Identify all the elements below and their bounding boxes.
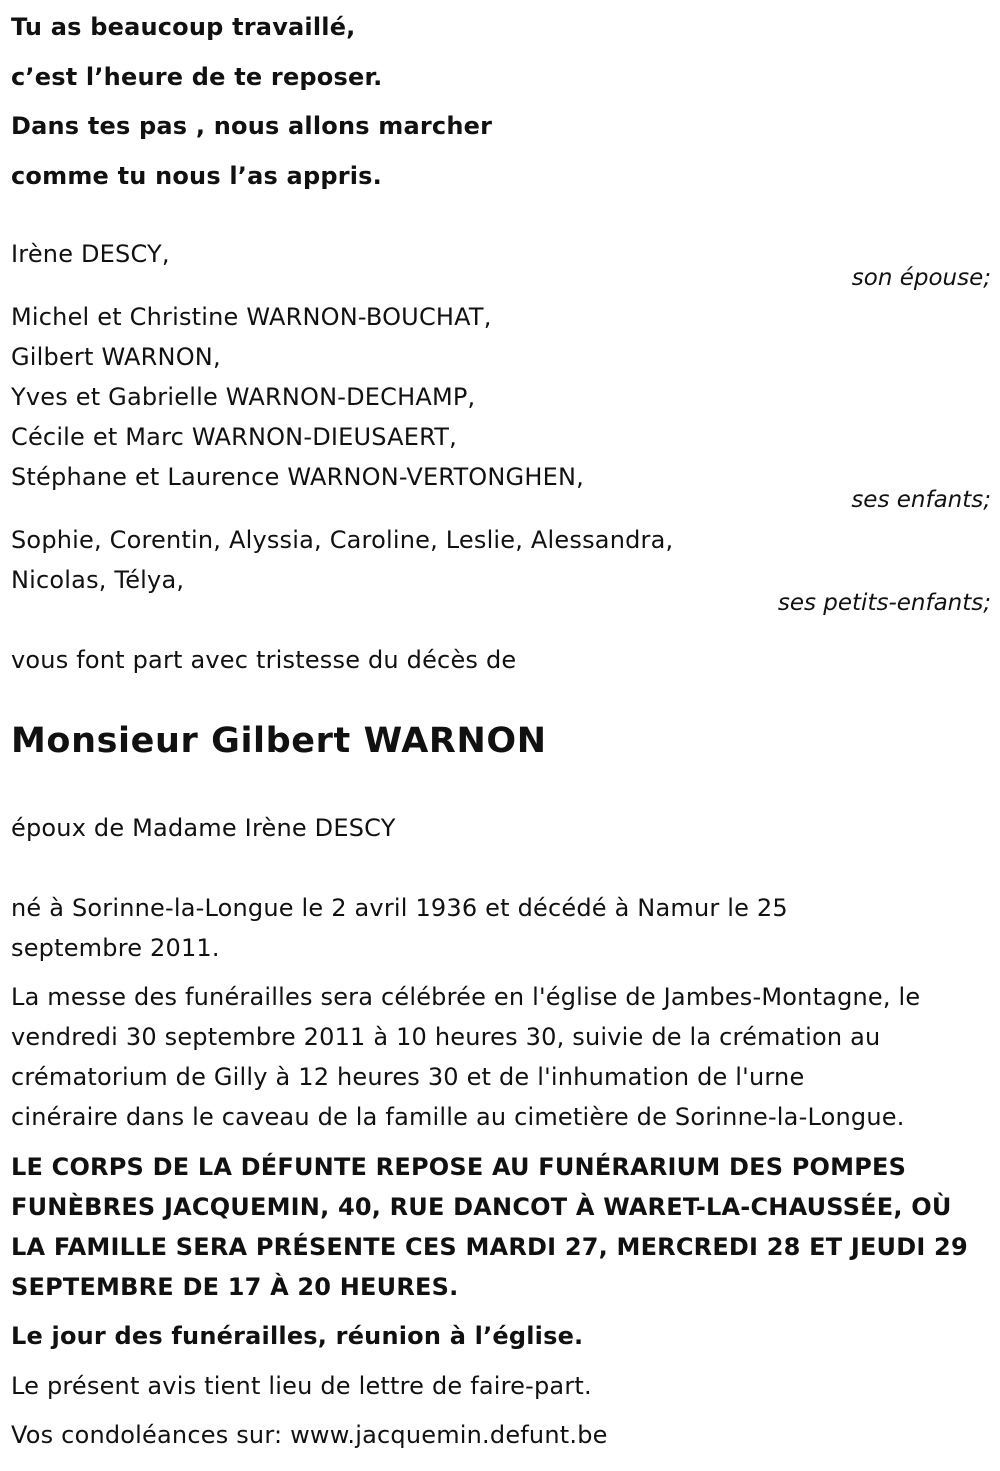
funerarium-line: FUNÈBRES JACQUEMIN, 40, RUE DANCOT À WARET-LA-CHAUSSÉE, OÙ bbox=[11, 1193, 952, 1221]
funeral-mass-line: vendredi 30 septembre 2011 à 10 heures 30, suivie de la crémation au bbox=[11, 1023, 881, 1051]
family-name: Stéphane et Laurence WARNON-VERTONGHEN, bbox=[11, 463, 584, 491]
poem bbox=[11, 8, 492, 206]
funeral-mass-line: crématorium de Gilly à 12 heures 30 et de l'inhumation de l'urne bbox=[11, 1063, 805, 1091]
family-name: Michel et Christine WARNON-BOUCHAT, bbox=[11, 303, 492, 331]
funerarium-notice bbox=[11, 1147, 991, 1307]
funerarium-line: SEPTEMBRE DE 17 À 20 HEURES. bbox=[11, 1273, 459, 1301]
family-name: Sophie, Corentin, Alyssia, Caroline, Leslie, Alessandra, bbox=[11, 526, 674, 554]
birth-death-line: septembre 2011. bbox=[11, 934, 220, 962]
poem-line: c’est l’heure de te reposer. bbox=[11, 62, 383, 91]
poem-line: comme tu nous l’as appris. bbox=[11, 161, 382, 190]
funeral-mass-line: cinéraire dans le caveau de la famille au cimetière de Sorinne-la-Longue. bbox=[11, 1103, 905, 1131]
family-name: Nicolas, Télya, bbox=[11, 566, 185, 594]
funeral-mass-line: La messe des funérailles sera célébrée en l'église de Jambes-Montagne, le bbox=[11, 983, 921, 1011]
family-name: Gilbert WARNON, bbox=[11, 343, 221, 371]
spouse-names bbox=[11, 234, 991, 274]
notice-note bbox=[11, 1366, 991, 1406]
meeting-note-text: Le jour des funérailles, réunion à l’église. bbox=[11, 1322, 584, 1350]
condolences bbox=[11, 1415, 991, 1455]
deceased-name: Monsieur Gilbert WARNON bbox=[11, 721, 547, 761]
meeting-note bbox=[11, 1316, 991, 1356]
spouse-role: son épouse; bbox=[851, 265, 991, 291]
funerarium-line: LA FAMILLE SERA PRÉSENTE CES MARDI 27, MERCREDI 28 ET JEUDI 29 bbox=[11, 1233, 968, 1261]
funeral-mass bbox=[11, 977, 991, 1137]
children-names bbox=[11, 297, 991, 497]
spouse-line bbox=[11, 808, 991, 848]
notice-note-text: Le présent avis tient lieu de lettre de faire-part. bbox=[11, 1372, 592, 1400]
children-role: ses enfants; bbox=[851, 487, 991, 513]
family-name: Irène DESCY, bbox=[11, 240, 170, 268]
birth-death-line: né à Sorinne-la-Longue le 2 avril 1936 et décédé à Namur le 25 bbox=[11, 894, 788, 922]
family-name: Yves et Gabrielle WARNON-DECHAMP, bbox=[11, 383, 476, 411]
announcement bbox=[11, 640, 991, 680]
funerarium-line: LE CORPS DE LA DÉFUNTE REPOSE AU FUNÉRARIUM DES POMPES bbox=[11, 1153, 907, 1181]
condolences-link[interactable]: Vos condoléances sur: www.jacquemin.defunt.be bbox=[11, 1421, 608, 1449]
spouse-line-text: époux de Madame Irène DESCY bbox=[11, 814, 396, 842]
poem-line: Dans tes pas , nous allons marcher bbox=[11, 112, 493, 140]
family-name: Cécile et Marc WARNON-DIEUSAERT, bbox=[11, 423, 457, 451]
birth-death bbox=[11, 888, 991, 968]
grandchildren-role: ses petits-enfants; bbox=[777, 590, 991, 616]
poem-line: Tu as beaucoup travaillé, bbox=[11, 13, 356, 41]
announcement-text: vous font part avec tristesse du décès de bbox=[11, 646, 517, 674]
